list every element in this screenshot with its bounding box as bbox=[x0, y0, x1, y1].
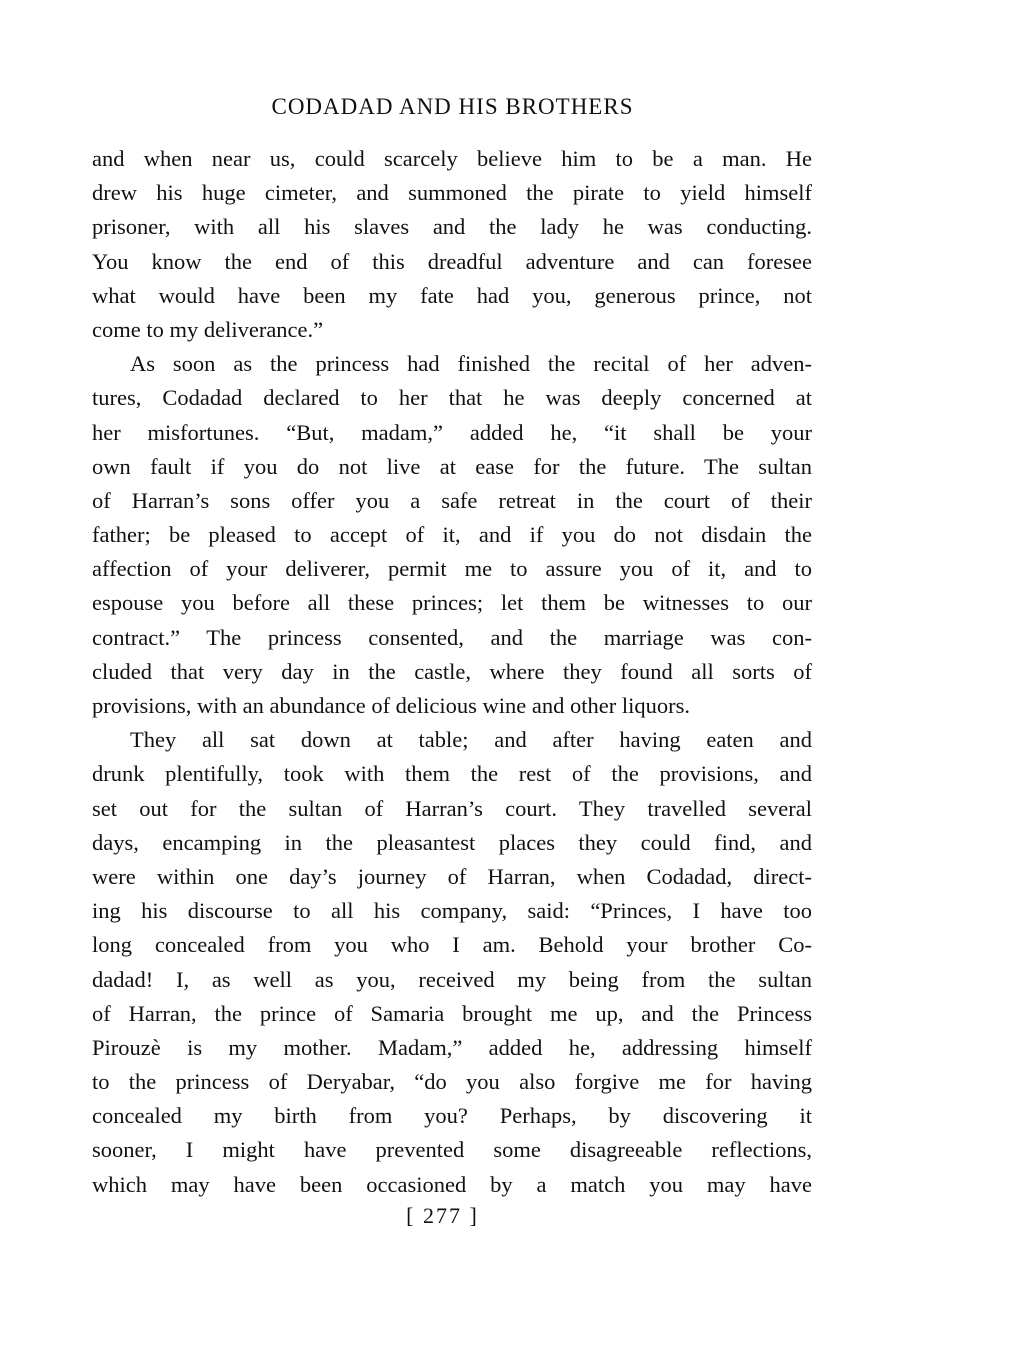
text-line: and when near us, could scarcely believe him to be a man. He bbox=[92, 146, 812, 171]
text-line: prisoner, with all his slaves and the lady he was conducting. bbox=[92, 214, 812, 240]
text-line: concealed my birth from you? Perhaps, by discovering it bbox=[92, 1103, 812, 1129]
text-line: father; be pleased to accept of it, and if you do not disdain the bbox=[92, 522, 812, 548]
text-line: sooner, I might have prevented some disagreeable reflections, bbox=[92, 1137, 812, 1163]
text-line: tures, Codadad declared to her that he was deeply concerned at bbox=[92, 385, 812, 411]
text-line: You know the end of this dreadful adventure and can foresee bbox=[92, 248, 812, 274]
text-line: As soon as the princess had finished the recital of her adven- bbox=[130, 351, 812, 377]
text-line: contract.” The princess consented, and the marriage was con- bbox=[92, 624, 812, 650]
text-line: set out for the sultan of Harran’s court. They travelled several bbox=[92, 795, 812, 821]
text-line: espouse you before all these princes; let them be witnesses to our bbox=[92, 590, 812, 616]
text-line: own fault if you do not live at ease for the future. The sultan bbox=[92, 453, 812, 479]
text-line: Pirouzè is my mother. Madam,” added he, addressing himself bbox=[92, 1034, 812, 1060]
page-number: [ 277 ] bbox=[406, 1203, 479, 1228]
text-line: which may have been occasioned by a match you may have bbox=[92, 1171, 812, 1197]
text-line: cluded that very day in the castle, where they found all sorts of bbox=[92, 658, 812, 684]
text-line: provisions, with an abundance of delicious wine and other liquors. bbox=[92, 693, 690, 718]
text-line: dadad! I, as well as you, received my being from the sultan bbox=[92, 966, 812, 992]
text-line: of Harran, the prince of Samaria brought me up, and the Princess bbox=[92, 1000, 812, 1026]
text-line: They all sat down at table; and after having eaten and bbox=[130, 727, 812, 753]
text-line: her misfortunes. “But, madam,” added he, “it shall be your bbox=[92, 419, 812, 445]
text-line: what would have been my fate had you, generous prince, not bbox=[92, 282, 812, 308]
running-header: CODADAD AND HIS BROTHERS bbox=[271, 94, 634, 119]
text-line: come to my deliverance.” bbox=[92, 316, 324, 342]
text-line: of Harran’s sons offer you a safe retreat in the court of their bbox=[92, 487, 812, 513]
text-line: to the princess of Deryabar, “do you also forgive me for having bbox=[92, 1069, 812, 1095]
text-line: affection of your deliverer, permit me to assure you of it, and to bbox=[92, 556, 812, 582]
body-text bbox=[92, 142, 812, 1202]
text-line: long concealed from you who I am. Behold your brother Co- bbox=[92, 932, 812, 958]
text-line: drew his huge cimeter, and summoned the pirate to yield himself bbox=[92, 180, 812, 206]
text-line: days, encamping in the pleasantest places they could find, and bbox=[92, 829, 812, 855]
text-line: ing his discourse to all his company, said: “Princes, I have too bbox=[92, 898, 812, 924]
text-line: were within one day’s journey of Harran, when Codadad, direct- bbox=[92, 863, 812, 889]
text-line: drunk plentifully, took with them the rest of the provisions, and bbox=[92, 761, 812, 787]
